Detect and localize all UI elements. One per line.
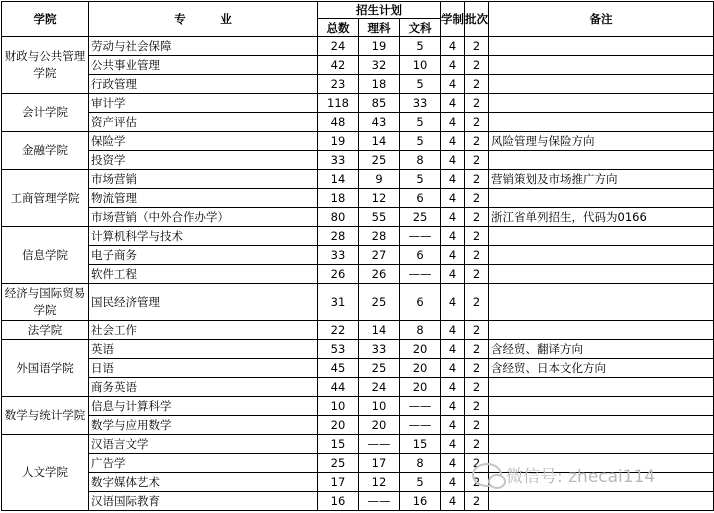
table-row [2, 435, 714, 454]
system-cell: 4 [441, 37, 465, 56]
table-row [2, 492, 714, 511]
major-cell: 行政管理 [89, 75, 318, 94]
science-cell: 14 [359, 132, 400, 151]
table-row [2, 454, 714, 473]
total-cell: 25 [318, 454, 359, 473]
major-cell: 资产评估 [89, 113, 318, 132]
total-cell: 23 [318, 75, 359, 94]
major-cell: 社会工作 [89, 321, 318, 340]
batch-cell: 2 [465, 473, 489, 492]
note-cell [489, 56, 714, 75]
table-row [2, 416, 714, 435]
batch-cell: 2 [465, 170, 489, 189]
science-cell: 33 [359, 340, 400, 359]
table-row [2, 170, 714, 189]
note-cell [489, 113, 714, 132]
system-cell: 4 [441, 492, 465, 511]
arts-cell: 5 [400, 473, 441, 492]
table-row [2, 75, 714, 94]
system-cell: 4 [441, 265, 465, 284]
arts-cell: 33 [400, 94, 441, 113]
table-row [2, 151, 714, 170]
total-cell: 22 [318, 321, 359, 340]
science-cell: 18 [359, 75, 400, 94]
table-row [2, 94, 714, 113]
table-row [2, 37, 714, 56]
table-row [2, 340, 714, 359]
system-cell: 4 [441, 321, 465, 340]
table-row [2, 189, 714, 208]
science-cell: 12 [359, 473, 400, 492]
arts-cell: 20 [400, 340, 441, 359]
total-cell: 53 [318, 340, 359, 359]
table-row [2, 359, 714, 378]
arts-cell: —— [400, 416, 441, 435]
arts-cell: 16 [400, 492, 441, 511]
table-row [2, 473, 714, 492]
total-cell: 18 [318, 189, 359, 208]
total-cell: 24 [318, 37, 359, 56]
arts-cell: 6 [400, 189, 441, 208]
batch-cell: 2 [465, 189, 489, 208]
science-cell: 10 [359, 397, 400, 416]
arts-cell: 8 [400, 454, 441, 473]
col-header-system: 学制 [441, 2, 465, 37]
total-cell: 31 [318, 284, 359, 321]
science-cell: 25 [359, 284, 400, 321]
total-cell: 28 [318, 227, 359, 246]
batch-cell: 2 [465, 75, 489, 94]
watermark-text: 微信号: zhecai114 [506, 467, 656, 487]
system-cell: 4 [441, 340, 465, 359]
note-cell [489, 473, 714, 492]
major-cell: 商务英语 [89, 378, 318, 397]
system-cell: 4 [441, 56, 465, 75]
college-cell: 会计学院 [2, 94, 89, 132]
major-cell: 广告学 [89, 454, 318, 473]
batch-cell: 2 [465, 151, 489, 170]
total-cell: 15 [318, 435, 359, 454]
total-cell: 17 [318, 473, 359, 492]
system-cell: 4 [441, 94, 465, 113]
science-cell: —— [359, 492, 400, 511]
arts-cell: 10 [400, 56, 441, 75]
major-cell: 电子商务 [89, 246, 318, 265]
batch-cell: 2 [465, 56, 489, 75]
total-cell: 44 [318, 378, 359, 397]
science-cell: 17 [359, 454, 400, 473]
science-cell: 24 [359, 378, 400, 397]
college-cell: 数学与统计学院 [2, 397, 89, 435]
system-cell: 4 [441, 208, 465, 227]
col-header-college: 学院 [2, 2, 89, 37]
arts-cell: 5 [400, 37, 441, 56]
system-cell: 4 [441, 189, 465, 208]
note-cell: 浙江省单列招生，代码为0166 [489, 208, 714, 227]
note-cell [489, 151, 714, 170]
note-cell [489, 378, 714, 397]
total-cell: 20 [318, 416, 359, 435]
major-cell: 软件工程 [89, 265, 318, 284]
table-body [2, 37, 714, 511]
total-cell: 42 [318, 56, 359, 75]
college-cell: 法学院 [2, 321, 89, 340]
note-cell [489, 227, 714, 246]
system-cell: 4 [441, 113, 465, 132]
table-row [2, 227, 714, 246]
table-row [2, 321, 714, 340]
note-cell [489, 321, 714, 340]
system-cell: 4 [441, 284, 465, 321]
major-cell: 公共事业管理 [89, 56, 318, 75]
science-cell: 14 [359, 321, 400, 340]
total-cell: 10 [318, 397, 359, 416]
batch-cell: 2 [465, 454, 489, 473]
major-cell: 英语 [89, 340, 318, 359]
system-cell: 4 [441, 454, 465, 473]
batch-cell: 2 [465, 37, 489, 56]
college-cell: 外国语学院 [2, 340, 89, 397]
col-header-total: 总数 [318, 19, 359, 37]
major-cell: 审计学 [89, 94, 318, 113]
arts-cell: 6 [400, 284, 441, 321]
science-cell: 85 [359, 94, 400, 113]
col-header-major: 专 业 [89, 2, 318, 37]
system-cell: 4 [441, 170, 465, 189]
table-row [2, 208, 714, 227]
note-cell: 风险管理与保险方向 [489, 132, 714, 151]
total-cell: 48 [318, 113, 359, 132]
major-cell: 信息与计算科学 [89, 397, 318, 416]
system-cell: 4 [441, 397, 465, 416]
batch-cell: 2 [465, 378, 489, 397]
arts-cell: 5 [400, 170, 441, 189]
table-row [2, 378, 714, 397]
arts-cell: 8 [400, 151, 441, 170]
college-cell: 财政与公共管理学院 [2, 37, 89, 94]
col-header-science: 理科 [359, 19, 400, 37]
batch-cell: 2 [465, 359, 489, 378]
science-cell: 32 [359, 56, 400, 75]
total-cell: 14 [318, 170, 359, 189]
major-cell: 日语 [89, 359, 318, 378]
note-cell [489, 416, 714, 435]
total-cell: 33 [318, 151, 359, 170]
science-cell: 43 [359, 113, 400, 132]
major-cell: 投资学 [89, 151, 318, 170]
arts-cell: 5 [400, 132, 441, 151]
note-cell [489, 189, 714, 208]
batch-cell: 2 [465, 397, 489, 416]
col-header-plan: 招生计划 [318, 2, 441, 19]
batch-cell: 2 [465, 113, 489, 132]
science-cell: 9 [359, 170, 400, 189]
major-cell: 物流管理 [89, 189, 318, 208]
note-cell: 含经贸、翻译方向 [489, 340, 714, 359]
college-cell: 人文学院 [2, 435, 89, 511]
arts-cell: 15 [400, 435, 441, 454]
note-cell [489, 265, 714, 284]
system-cell: 4 [441, 378, 465, 397]
major-cell: 汉语国际教育 [89, 492, 318, 511]
system-cell: 4 [441, 246, 465, 265]
batch-cell: 2 [465, 321, 489, 340]
college-cell: 经济与国际贸易学院 [2, 284, 89, 321]
system-cell: 4 [441, 473, 465, 492]
arts-cell: —— [400, 227, 441, 246]
total-cell: 118 [318, 94, 359, 113]
science-cell: 26 [359, 265, 400, 284]
major-cell: 保险学 [89, 132, 318, 151]
col-header-batch: 批次 [465, 2, 489, 37]
note-cell [489, 94, 714, 113]
batch-cell: 2 [465, 227, 489, 246]
science-cell: 25 [359, 151, 400, 170]
note-cell [489, 397, 714, 416]
note-cell [489, 492, 714, 511]
total-cell: 26 [318, 265, 359, 284]
science-cell: —— [359, 435, 400, 454]
batch-cell: 2 [465, 208, 489, 227]
note-cell [489, 284, 714, 321]
arts-cell: 6 [400, 246, 441, 265]
major-cell: 汉语言文学 [89, 435, 318, 454]
total-cell: 80 [318, 208, 359, 227]
note-cell [489, 435, 714, 454]
total-cell: 33 [318, 246, 359, 265]
science-cell: 28 [359, 227, 400, 246]
science-cell: 27 [359, 246, 400, 265]
system-cell: 4 [441, 151, 465, 170]
college-cell: 信息学院 [2, 227, 89, 284]
system-cell: 4 [441, 75, 465, 94]
total-cell: 19 [318, 132, 359, 151]
system-cell: 4 [441, 416, 465, 435]
arts-cell: 20 [400, 378, 441, 397]
table-row [2, 284, 714, 321]
system-cell: 4 [441, 435, 465, 454]
batch-cell: 2 [465, 265, 489, 284]
major-cell: 劳动与社会保障 [89, 37, 318, 56]
table-row [2, 56, 714, 75]
major-cell: 国民经济管理 [89, 284, 318, 321]
total-cell: 45 [318, 359, 359, 378]
note-cell [489, 75, 714, 94]
note-cell [489, 37, 714, 56]
col-header-note: 备注 [489, 2, 714, 37]
batch-cell: 2 [465, 94, 489, 113]
table-row [2, 113, 714, 132]
col-header-arts: 文科 [400, 19, 441, 37]
table-row [2, 397, 714, 416]
batch-cell: 2 [465, 435, 489, 454]
batch-cell: 2 [465, 492, 489, 511]
college-cell: 金融学院 [2, 132, 89, 170]
arts-cell: —— [400, 397, 441, 416]
arts-cell: 8 [400, 321, 441, 340]
arts-cell: 25 [400, 208, 441, 227]
system-cell: 4 [441, 227, 465, 246]
table-row [2, 265, 714, 284]
table-row [2, 132, 714, 151]
college-cell: 工商管理学院 [2, 170, 89, 227]
batch-cell: 2 [465, 132, 489, 151]
arts-cell: —— [400, 265, 441, 284]
major-cell: 市场营销（中外合作办学） [89, 208, 318, 227]
total-cell: 16 [318, 492, 359, 511]
batch-cell: 2 [465, 340, 489, 359]
system-cell: 4 [441, 132, 465, 151]
batch-cell: 2 [465, 416, 489, 435]
arts-cell: 5 [400, 113, 441, 132]
major-cell: 数学与应用数学 [89, 416, 318, 435]
note-cell [489, 246, 714, 265]
arts-cell: 5 [400, 75, 441, 94]
table-row [2, 246, 714, 265]
batch-cell: 2 [465, 284, 489, 321]
science-cell: 19 [359, 37, 400, 56]
science-cell: 12 [359, 189, 400, 208]
batch-cell: 2 [465, 246, 489, 265]
science-cell: 55 [359, 208, 400, 227]
major-cell: 市场营销 [89, 170, 318, 189]
note-cell [489, 454, 714, 473]
science-cell: 25 [359, 359, 400, 378]
note-cell: 含经贸、日本文化方向 [489, 359, 714, 378]
note-cell: 营销策划及市场推广方向 [489, 170, 714, 189]
science-cell: 20 [359, 416, 400, 435]
enrollment-plan-table [1, 1, 714, 511]
major-cell: 计算机科学与技术 [89, 227, 318, 246]
major-cell: 数字媒体艺术 [89, 473, 318, 492]
arts-cell: 20 [400, 359, 441, 378]
system-cell: 4 [441, 359, 465, 378]
